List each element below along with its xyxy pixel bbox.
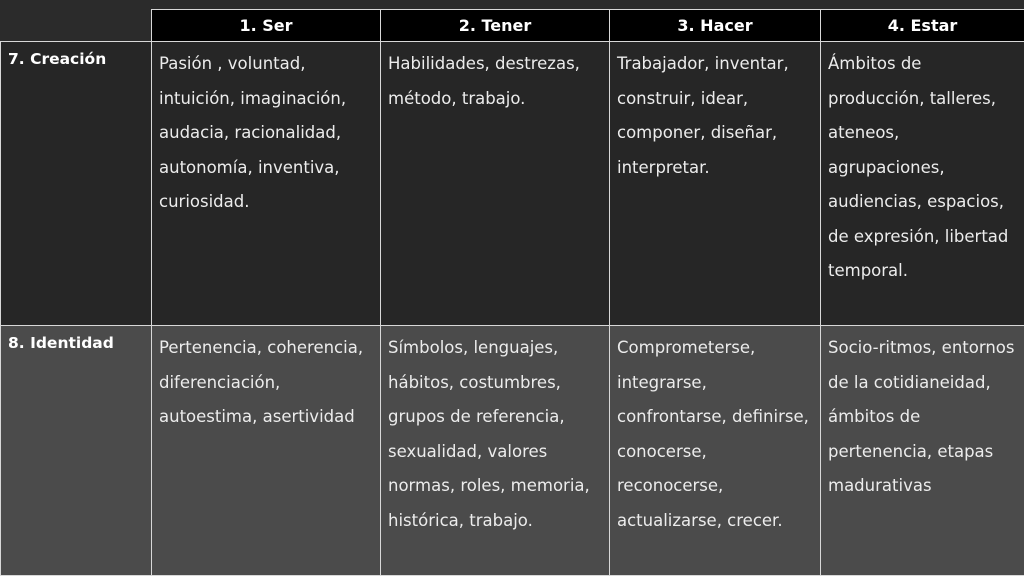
row-header-creacion: 7. Creación [1, 42, 152, 326]
cell-creacion-ser: Pasión , voluntad, intuición, imaginación, audacia, racionalidad, autonomía, inventiva, curiosidad. [152, 42, 381, 326]
row-header-identidad: 8. Identidad [1, 326, 152, 576]
needs-matrix-table [0, 9, 1024, 576]
table-row-creacion [1, 42, 1024, 326]
column-header-estar: 4. Estar [821, 10, 1024, 42]
cell-creacion-estar: Ámbitos de producción, talleres, ateneos, agrupaciones, audiencias, espacios, de expresión, libertad temporal. [821, 42, 1024, 326]
corner-cell [1, 10, 152, 42]
cell-identidad-hacer: Comprometerse, integrarse, confrontarse, definirse, conocerse, reconocerse, actualizarse, crecer. [610, 326, 821, 576]
column-header-hacer: 3. Hacer [610, 10, 821, 42]
column-header-ser: 1. Ser [152, 10, 381, 42]
cell-identidad-ser: Pertenencia, coherencia, diferenciación, autoestima, asertividad [152, 326, 381, 576]
header-row [1, 10, 1024, 42]
table-row-identidad [1, 326, 1024, 576]
column-header-tener: 2. Tener [381, 10, 610, 42]
cell-identidad-estar: Socio-ritmos, entornos de la cotidianeidad, ámbitos de pertenencia, etapas madurativas [821, 326, 1024, 576]
cell-identidad-tener: Símbolos, lenguajes, hábitos, costumbres, grupos de referencia, sexualidad, valores normas, roles, memoria, histórica, trabajo. [381, 326, 610, 576]
cell-creacion-hacer: Trabajador, inventar, construir, idear, componer, diseñar, interpretar. [610, 42, 821, 326]
cell-creacion-tener: Habilidades, destrezas, método, trabajo. [381, 42, 610, 326]
